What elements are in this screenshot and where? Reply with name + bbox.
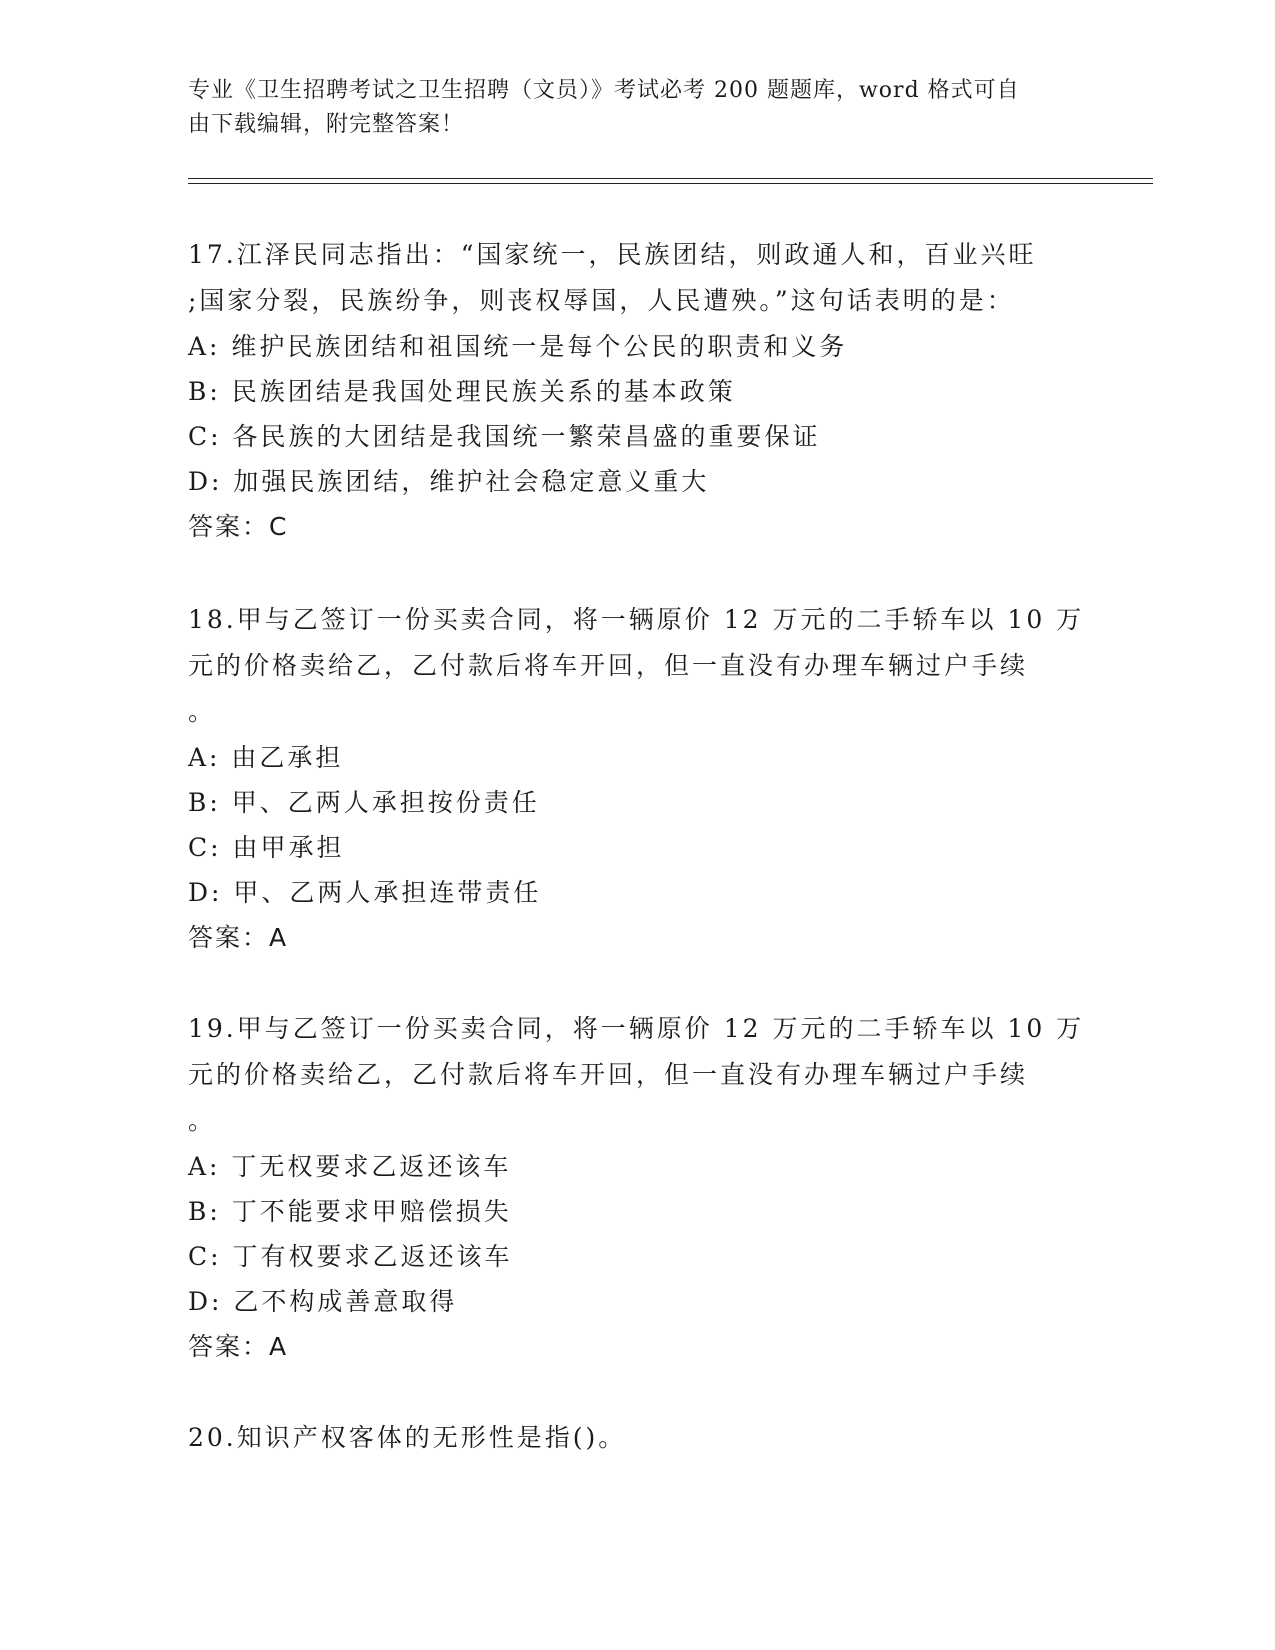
- question-stem-line: 元的价格卖给乙，乙付款后将车开回，但一直没有办理车辆过户手续: [188, 1060, 1029, 1089]
- question-stem-line: ;国家分裂，民族纷争，则丧权辱国，人民遭殃。”这句话表明的是：: [188, 286, 1015, 315]
- question-19: [188, 1006, 1088, 1370]
- option-d: D: 加强民族团结，维护社会稳定意义重大: [188, 467, 710, 496]
- option-d: D: 乙不构成善意取得: [188, 1287, 458, 1316]
- answer-line: 答案：A: [188, 1332, 289, 1361]
- option-b: B: 民族团结是我国处理民族关系的基本政策: [188, 377, 736, 406]
- option-c: C: 各民族的大团结是我国统一繁荣昌盛的重要保证: [188, 422, 821, 451]
- question-stem-line: 19.甲与乙签订一份买卖合同，将一辆原价 12 万元的二手轿车以 10 万: [188, 1014, 1085, 1043]
- option-b: B: 甲、乙两人承担按份责任: [188, 788, 540, 817]
- header-divider-top: [188, 178, 1153, 179]
- question-stem-line: 。: [188, 1106, 217, 1135]
- option-b: B: 丁不能要求甲赔偿损失: [188, 1197, 512, 1226]
- question-17: [188, 232, 1088, 550]
- document-header: [188, 74, 1088, 142]
- question-18: [188, 597, 1088, 961]
- question-stem-line: 20.知识产权客体的无形性是指()。: [188, 1423, 627, 1452]
- option-a: A: 丁无权要求乙返还该车: [188, 1152, 512, 1181]
- answer-line: 答案：A: [188, 923, 289, 952]
- question-stem-line: 。: [188, 697, 217, 726]
- header-line: 由下载编辑，附完整答案！: [188, 112, 465, 137]
- question-stem-line: 17.江泽民同志指出：“国家统一，民族团结，则政通人和，百业兴旺: [188, 240, 1037, 269]
- question-20: [188, 1415, 1088, 1461]
- option-c: C: 由甲承担: [188, 833, 345, 862]
- answer-line: 答案：C: [188, 512, 289, 541]
- option-a: A: 维护民族团结和祖国统一是每个公民的职责和义务: [188, 332, 848, 361]
- option-c: C: 丁有权要求乙返还该车: [188, 1242, 513, 1271]
- header-line: 专业《卫生招聘考试之卫生招聘（文员）》考试必考 200 题题库，word 格式可自: [188, 78, 1020, 103]
- option-a: A: 由乙承担: [188, 743, 344, 772]
- question-stem-line: 18.甲与乙签订一份买卖合同，将一辆原价 12 万元的二手轿车以 10 万: [188, 605, 1085, 634]
- option-d: D: 甲、乙两人承担连带责任: [188, 878, 542, 907]
- question-stem-line: 元的价格卖给乙，乙付款后将车开回，但一直没有办理车辆过户手续: [188, 651, 1029, 680]
- header-divider-bottom: [188, 183, 1153, 184]
